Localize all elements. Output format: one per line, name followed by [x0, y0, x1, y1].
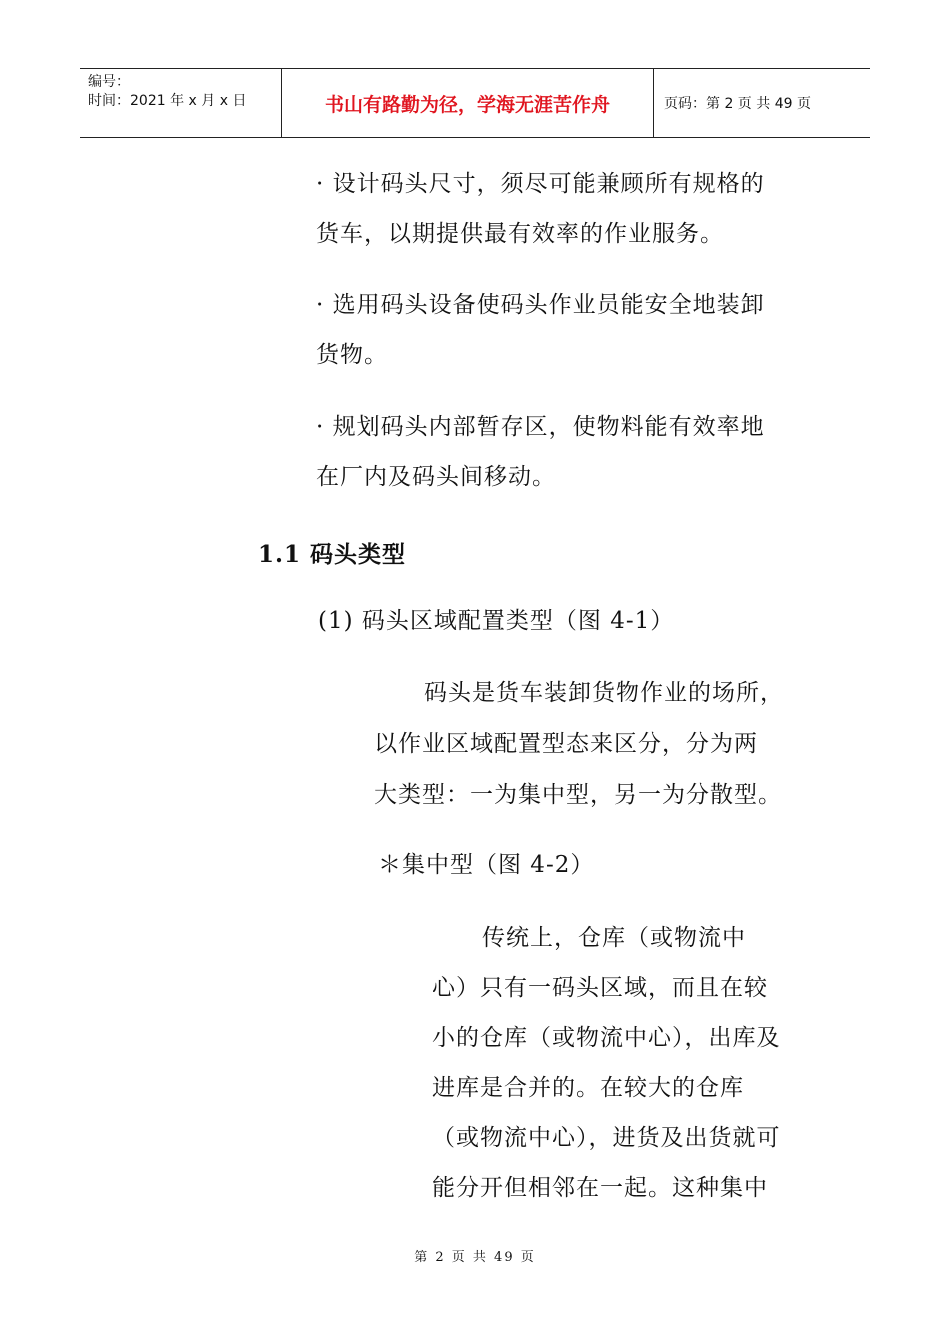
- para-2-line-4: 进库是合并的。在较大的仓库: [432, 1075, 744, 1101]
- bullet-1-line-2: 货车，以期提供最有效率的作业服务。: [316, 221, 724, 247]
- bullet-3-line-1: · 规划码头内部暂存区，使物料能有效率地: [316, 414, 765, 440]
- bullet-2-line-2: 货物。: [316, 342, 388, 368]
- sub-item-title: ＊集中型（图 4-2）: [378, 852, 595, 878]
- header-motto: 书山有路勤为径，学海无涯苦作舟: [282, 69, 654, 137]
- para-2-line-6: 能分开但相邻在一起。这种集中: [432, 1175, 768, 1201]
- header-meta: [80, 69, 282, 137]
- para-1-line-3: 大类型：一为集中型，另一为分散型。: [374, 782, 782, 808]
- time-label: 时间：2021 年 x 月 x 日: [88, 93, 247, 109]
- subsection-title: (1) 码头区域配置类型（图 4-1）: [318, 608, 675, 634]
- bullet-2-line-1: · 选用码头设备使码头作业员能安全地装卸: [316, 292, 765, 318]
- header-page-info: 页码：第 2 页 共 49 页: [664, 96, 811, 112]
- para-2-line-2: 心）只有一码头区域，而且在较: [432, 975, 768, 1001]
- para-2-line-1: 传统上，仓库（或物流中: [482, 925, 746, 951]
- para-2-line-5: （或物流中心），进货及出货就可: [432, 1125, 781, 1151]
- bullet-3-line-2: 在厂内及码头间移动。: [316, 464, 556, 490]
- para-1-line-2: 以作业区域配置型态来区分，分为两: [374, 731, 758, 757]
- document-header: [80, 68, 870, 138]
- number-label: 编号：: [88, 74, 130, 90]
- page-footer: 第 2 页 共 49 页: [414, 1250, 536, 1265]
- para-2-line-3: 小的仓库（或物流中心），出库及: [432, 1025, 781, 1051]
- section-heading: 1.1 码头类型: [258, 541, 407, 568]
- para-1-line-1: 码头是货车装卸货物作业的场所，: [424, 680, 784, 706]
- bullet-1-line-1: · 设计码头尺寸，须尽可能兼顾所有规格的: [316, 171, 765, 197]
